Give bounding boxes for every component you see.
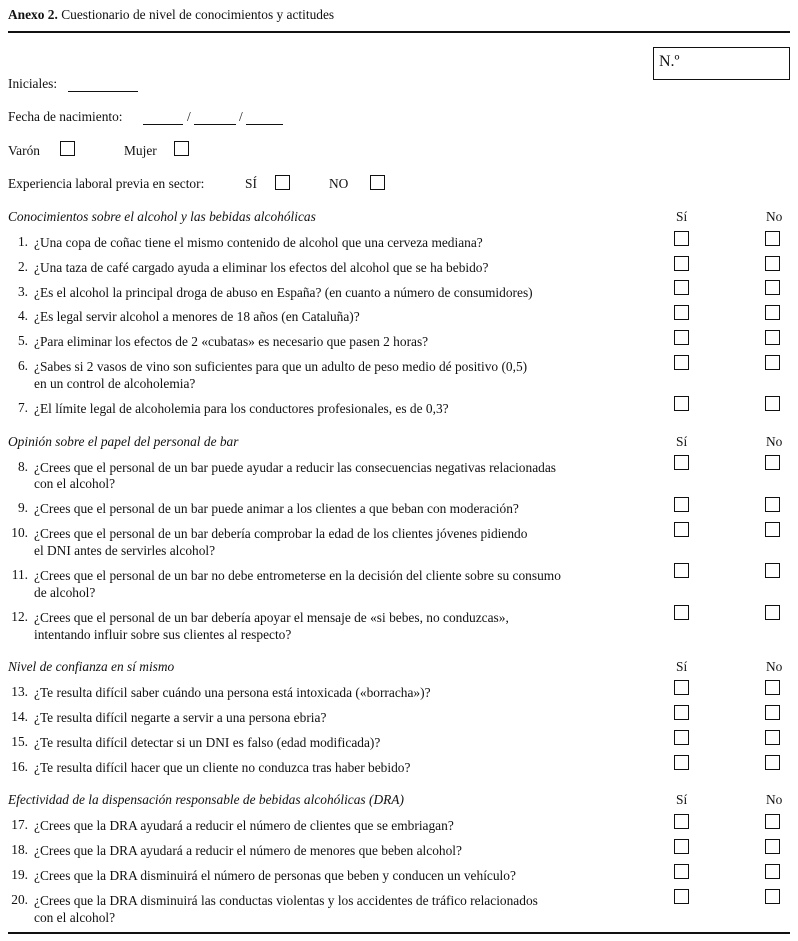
no-checkbox[interactable] bbox=[765, 522, 780, 537]
question-number: 11. bbox=[11, 567, 28, 582]
question-text: ¿Crees que la DRA disminuirá el número de personas que beben y conducen un vehículo? bbox=[34, 868, 516, 883]
yes-column-header: Sí bbox=[676, 792, 688, 807]
no-checkbox[interactable] bbox=[765, 256, 780, 271]
question-text-continued: en un control de alcoholemia? bbox=[34, 376, 196, 391]
yes-column-header: Sí bbox=[676, 209, 688, 224]
question-number: 19. bbox=[11, 867, 28, 882]
yes-checkbox[interactable] bbox=[674, 497, 689, 512]
question-number: 16. bbox=[11, 759, 28, 774]
initials-label: Iniciales: bbox=[8, 76, 58, 91]
yes-checkbox[interactable] bbox=[674, 330, 689, 345]
question-text: ¿Crees que la DRA ayudará a reducir el número de menores que beben alcohol? bbox=[34, 843, 462, 858]
question-text: ¿Te resulta difícil saber cuándo una persona está intoxicada («borracha»)? bbox=[34, 685, 431, 700]
no-checkbox[interactable] bbox=[765, 396, 780, 411]
question-text: ¿Para eliminar los efectos de 2 «cubatas» es necesario que pasen 2 horas? bbox=[34, 334, 429, 349]
no-checkbox[interactable] bbox=[765, 497, 780, 512]
yes-checkbox[interactable] bbox=[674, 814, 689, 829]
yes-checkbox[interactable] bbox=[674, 705, 689, 720]
question-text: ¿Crees que el personal de un bar puede ayudar a reducir las consecuencias negativas relacionadas bbox=[34, 460, 556, 475]
no-checkbox[interactable] bbox=[765, 864, 780, 879]
question-number: 13. bbox=[11, 684, 28, 699]
yes-checkbox[interactable] bbox=[674, 605, 689, 620]
no-checkbox[interactable] bbox=[765, 680, 780, 695]
question-text: ¿Es el alcohol la principal droga de abuso en España? (en cuanto a número de consumidores) bbox=[34, 285, 533, 300]
no-checkbox[interactable] bbox=[765, 563, 780, 578]
female-label: Mujer bbox=[124, 143, 157, 158]
dob-separator: / bbox=[239, 109, 243, 124]
yes-checkbox[interactable] bbox=[674, 755, 689, 770]
question-number: 18. bbox=[11, 842, 28, 857]
question-number: 4. bbox=[17, 308, 28, 323]
question-number: 3. bbox=[17, 284, 28, 299]
no-checkbox[interactable] bbox=[765, 814, 780, 829]
no-column-header: No bbox=[766, 792, 783, 807]
question-text: ¿Te resulta difícil hacer que un cliente no conduzca tras haber bebido? bbox=[34, 760, 411, 775]
yes-checkbox[interactable] bbox=[674, 280, 689, 295]
yes-checkbox[interactable] bbox=[674, 864, 689, 879]
question-number: 7. bbox=[17, 400, 28, 415]
no-checkbox[interactable] bbox=[765, 755, 780, 770]
dob-day-field[interactable] bbox=[143, 124, 183, 125]
no-column-header: No bbox=[766, 434, 783, 449]
yes-checkbox[interactable] bbox=[674, 563, 689, 578]
dob-separator: / bbox=[187, 109, 191, 124]
no-checkbox[interactable] bbox=[765, 605, 780, 620]
question-number: 20. bbox=[11, 892, 28, 907]
yes-checkbox[interactable] bbox=[674, 256, 689, 271]
yes-checkbox[interactable] bbox=[674, 680, 689, 695]
document-title bbox=[8, 7, 334, 23]
question-text-continued: intentando influir sobre sus clientes al respecto? bbox=[34, 627, 292, 642]
top-rule bbox=[8, 31, 790, 33]
question-number: 15. bbox=[11, 734, 28, 749]
experience-yes-label: SÍ bbox=[245, 176, 257, 191]
no-checkbox[interactable] bbox=[765, 839, 780, 854]
yes-checkbox[interactable] bbox=[674, 839, 689, 854]
question-number: 1. bbox=[17, 234, 28, 249]
question-text: ¿Crees que el personal de un bar puede animar a los clientes a que beban con moderación? bbox=[34, 501, 519, 516]
no-checkbox[interactable] bbox=[765, 889, 780, 904]
experience-yes-checkbox[interactable] bbox=[275, 175, 290, 190]
yes-checkbox[interactable] bbox=[674, 522, 689, 537]
no-column-header: No bbox=[766, 659, 783, 674]
experience-no-checkbox[interactable] bbox=[370, 175, 385, 190]
male-label: Varón bbox=[8, 143, 40, 158]
question-text: ¿Te resulta difícil negarte a servir a una persona ebria? bbox=[34, 710, 327, 725]
question-number: 5. bbox=[17, 333, 28, 348]
question-text: ¿Es legal servir alcohol a menores de 18 años (en Cataluña)? bbox=[34, 309, 360, 324]
section-title: Efectividad de la dispensación responsable de bebidas alcohólicas (DRA) bbox=[8, 792, 404, 807]
question-number: 8. bbox=[17, 459, 28, 474]
no-checkbox[interactable] bbox=[765, 280, 780, 295]
question-number: 10. bbox=[11, 525, 28, 540]
yes-checkbox[interactable] bbox=[674, 455, 689, 470]
question-text: ¿Crees que el personal de un bar no debe entrometerse en la decisión del cliente sobre su consumo bbox=[34, 568, 561, 583]
yes-checkbox[interactable] bbox=[674, 355, 689, 370]
experience-label: Experiencia laboral previa en sector: bbox=[8, 176, 205, 191]
question-number: 9. bbox=[17, 500, 28, 515]
question-text: ¿Una copa de coñac tiene el mismo contenido de alcohol que una cerveza mediana? bbox=[34, 235, 483, 250]
male-checkbox[interactable] bbox=[60, 141, 75, 156]
annex-label: Anexo 2. bbox=[8, 7, 58, 22]
question-text: ¿Sabes si 2 vasos de vino son suficientes para que un adulto de peso medio dé positivo (0,5) bbox=[34, 359, 528, 374]
yes-checkbox[interactable] bbox=[674, 889, 689, 904]
yes-checkbox[interactable] bbox=[674, 396, 689, 411]
initials-field[interactable] bbox=[68, 91, 138, 92]
id-number-label: N.º bbox=[659, 53, 680, 70]
section-title: Conocimientos sobre el alcohol y las bebidas alcohólicas bbox=[8, 209, 316, 224]
section-title: Nivel de confianza en sí mismo bbox=[8, 659, 175, 674]
question-number: 6. bbox=[17, 358, 28, 373]
question-number: 17. bbox=[11, 817, 28, 832]
yes-checkbox[interactable] bbox=[674, 730, 689, 745]
yes-column-header: Sí bbox=[676, 434, 688, 449]
no-column-header: No bbox=[766, 209, 783, 224]
no-checkbox[interactable] bbox=[765, 355, 780, 370]
question-text: ¿Crees que la DRA disminuirá las conductas violentas y los accidentes de tráfico relacionados bbox=[34, 893, 538, 908]
no-checkbox[interactable] bbox=[765, 330, 780, 345]
question-text: ¿Crees que el personal de un bar debería apoyar el mensaje de «si bebes, no conduzcas», bbox=[34, 610, 509, 625]
no-checkbox[interactable] bbox=[765, 730, 780, 745]
question-text: ¿El límite legal de alcoholemia para los conductores profesionales, es de 0,3? bbox=[34, 401, 449, 416]
no-checkbox[interactable] bbox=[765, 305, 780, 320]
question-text: ¿Crees que la DRA ayudará a reducir el número de clientes que se embriagan? bbox=[34, 818, 454, 833]
bottom-rule bbox=[8, 932, 790, 934]
yes-column-header: Sí bbox=[676, 659, 688, 674]
question-text: ¿Crees que el personal de un bar debería comprobar la edad de los clientes jóvenes pidiendo bbox=[34, 526, 528, 541]
question-text-continued: el DNI antes de servirles alcohol? bbox=[34, 543, 216, 558]
id-number-box[interactable] bbox=[653, 47, 790, 80]
female-checkbox[interactable] bbox=[174, 141, 189, 156]
no-checkbox[interactable] bbox=[765, 705, 780, 720]
question-text: ¿Una taza de café cargado ayuda a eliminar los efectos del alcohol que se ha bebido? bbox=[34, 260, 489, 275]
experience-no-label: NO bbox=[329, 176, 349, 191]
question-number: 14. bbox=[11, 709, 28, 724]
question-text-continued: de alcohol? bbox=[34, 585, 96, 600]
yes-checkbox[interactable] bbox=[674, 305, 689, 320]
no-checkbox[interactable] bbox=[765, 231, 780, 246]
section-title: Opinión sobre el papel del personal de bar bbox=[8, 434, 239, 449]
question-text-continued: con el alcohol? bbox=[34, 910, 116, 925]
no-checkbox[interactable] bbox=[765, 455, 780, 470]
dob-label: Fecha de nacimiento: bbox=[8, 109, 123, 124]
question-text: ¿Te resulta difícil detectar si un DNI es falso (edad modificada)? bbox=[34, 735, 381, 750]
title-text: Cuestionario de nivel de conocimientos y actitudes bbox=[57, 7, 335, 22]
dob-year-field[interactable] bbox=[246, 124, 283, 125]
question-number: 12. bbox=[11, 609, 28, 624]
yes-checkbox[interactable] bbox=[674, 231, 689, 246]
question-text-continued: con el alcohol? bbox=[34, 476, 116, 491]
dob-month-field[interactable] bbox=[194, 124, 236, 125]
question-number: 2. bbox=[17, 259, 28, 274]
